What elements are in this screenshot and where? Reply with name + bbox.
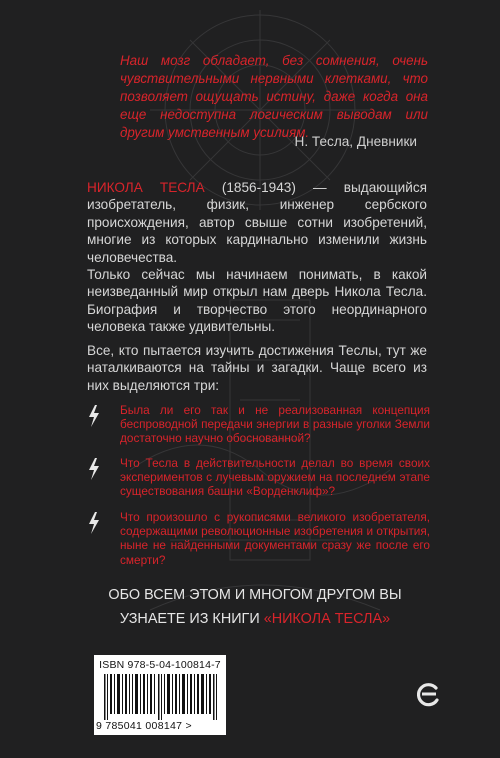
isbn-barcode-panel: [94, 655, 226, 735]
closing-line-1: ОБО ВСЕМ ЭТОМ И МНОГОМ ДРУГОМ ВЫ: [108, 587, 402, 603]
isbn-label: ISBN 978-5-04-100814-7: [99, 659, 221, 671]
biography-paragraph-2: Только сейчас мы начинаем понимать, в какой неизведанный мир открыл нам дверь Никола Тесла. Биография и творчество этого неординарного человека также удивительны.: [87, 267, 427, 335]
mysteries-intro: Все, кто пытается изучить достижения Теслы, тут же наталкиваются на тайны и загадки. Чаще всего из них выделяются три:: [87, 343, 427, 393]
biography-paragraph: [87, 179, 427, 266]
biography-block: [87, 179, 427, 336]
author-name: НИКОЛА ТЕСЛА: [87, 180, 205, 195]
barcode-digits: 9 785041 008147 >: [96, 720, 192, 732]
epigraph-quote: Наш мозг обладает, без сомнения, очень чувствительными нервными клетками, что позволяет ощущать истину, даже когда она еще недоступна логическим выводам или другим умственным усилиям.: [120, 53, 428, 140]
eksmo-logo-icon: [414, 680, 442, 708]
mystery-text: Что Тесла в действительности делал во время своих экспериментов с лучевым оружием на последнем этапе существования башни «Ворденклиф»?: [120, 456, 430, 499]
epigraph-source: Н. Тесла, Дневники: [294, 134, 417, 149]
mystery-text: Была ли его так и не реализованная концепция беспроводной передачи энергии в разные уголки Земли достаточно научно обоснованной?: [120, 403, 430, 446]
biography-text: (1856-1943) — выдающийся изобретатель, физик, инженер сербского происхождения, автор свыше сотни изобретений, многие из которых кардинально изменили жизнь человечества.: [87, 180, 427, 265]
barcode-icon: [104, 674, 218, 720]
lightning-bolt-icon: [87, 512, 101, 534]
book-title: «НИКОЛА ТЕСЛА»: [263, 611, 391, 627]
closing-line-2: [70, 607, 440, 631]
lightning-bolt-icon: [87, 458, 101, 480]
closing-prefix: УЗНАЕТЕ ИЗ КНИГИ: [119, 611, 264, 627]
mystery-text: Что произошло с рукописями великого изобретателя, содержащими революционные изобретения и открытия, ныне не найденными документами сразу же после его смерти?: [120, 510, 430, 567]
closing-callout: [70, 583, 440, 631]
lightning-bolt-icon: [87, 405, 101, 427]
